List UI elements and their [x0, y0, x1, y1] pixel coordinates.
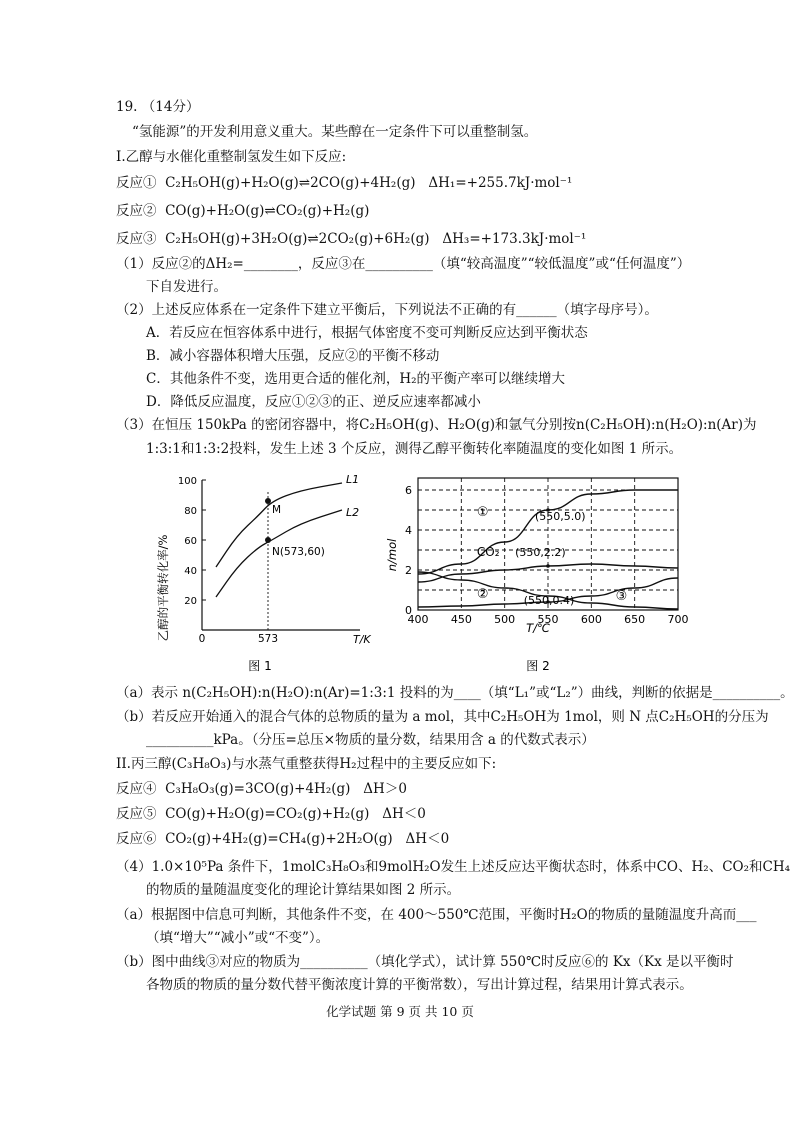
- fig1-point-n: [265, 537, 271, 543]
- fig1-point-label-n: N(573,60): [272, 546, 325, 558]
- fig2-series-label-co2: CO₂: [476, 545, 500, 559]
- reaction-equation: CO₂(g)+4H₂(g)=CH₄(g)+2H₂O(g): [165, 831, 393, 847]
- reaction-equation: CO(g)+H₂O(g)⇌CO₂(g)+H₂(g): [165, 203, 370, 219]
- reaction-6: [116, 830, 449, 848]
- fig1-point-m: [265, 498, 271, 504]
- reaction-enthalpy: ΔH＜0: [405, 831, 450, 847]
- fig1-ytick-60: 60: [184, 536, 197, 547]
- question-score: （14分）: [141, 99, 200, 115]
- part1-heading: I.乙醇与水催化重整制氢发生如下反应:: [116, 149, 347, 165]
- figure-1-chart: [140, 470, 380, 680]
- reaction-label: 反应⑤: [116, 806, 157, 822]
- fig2-ytick-label: 2: [405, 564, 412, 577]
- reaction-enthalpy: ΔH＜0: [382, 806, 426, 822]
- q2-option-c: C．其他条件不变，选用更合适的催化剂，H₂的平衡产率可以继续增大: [146, 371, 566, 387]
- fig2-annotation-point: [546, 564, 550, 568]
- fig2-xtick-label: 700: [667, 613, 689, 626]
- q4b-line1: （b）图中曲线③对应的物质为__________（填化学式），试计算 550℃时反应⑥的 Kx（Kx 是以平衡时: [116, 954, 734, 970]
- question-intro: “氢能源”的开发利用意义重大。某些醇在一定条件下可以重整制氢。: [132, 124, 538, 140]
- reaction-enthalpy: ΔH₃=+173.3kJ·mol⁻¹: [442, 231, 587, 247]
- q3b-line2: __________kPa。（分压=总压×物质的量分数，结果用含 a 的代数式表示）: [146, 732, 595, 748]
- fig1-series-label-L2: L2: [346, 506, 360, 519]
- q4-line1: （4）1.0×10⁵Pa 条件下，1molC₃H₈O₃和9molH₂O发生上述反应达平衡状态时，体系中CO、H₂、CO₂和CH₄: [116, 859, 791, 875]
- reaction-5: [116, 805, 426, 823]
- fig1-ytick-40: 40: [184, 566, 197, 577]
- fig2-xtick-label: 550: [537, 613, 559, 626]
- reaction-equation: C₃H₈O₃(g)=3CO(g)+4H₂(g): [165, 781, 351, 797]
- reaction-equation: C₂H₅OH(g)+H₂O(g)⇌2CO(g)+4H₂(g): [165, 175, 416, 191]
- question-number: 19.: [116, 99, 138, 115]
- fig2-xtick-label: 450: [450, 613, 472, 626]
- fig2-ytick-label: 0: [405, 604, 412, 617]
- q2-option-d: D．降低反应温度，反应①②③的正、逆反应速率都减小: [146, 394, 481, 410]
- reaction-label: 反应④: [116, 781, 157, 797]
- reaction-3: [116, 230, 586, 248]
- fig2-xtick-label: 500: [494, 613, 516, 626]
- fig2-ylabel: n/mol: [385, 538, 399, 572]
- q1-line2: 下自发进行。: [146, 279, 227, 295]
- question-number-line: [116, 98, 199, 116]
- fig2-xtick-label: 600: [580, 613, 602, 626]
- q4a-line2: （填“增大”“减小”或“不变”）。: [146, 930, 330, 946]
- reaction-equation: C₂H₅OH(g)+3H₂O(g)⇌2CO₂(g)+6H₂(g): [165, 231, 430, 247]
- q2-line: （2）上述反应体系在一定条件下建立平衡后，下列说法不正确的有______（填字母序号）。: [116, 302, 658, 318]
- fig2-series-label-1: ①: [476, 505, 489, 520]
- fig2-series-label-3: ③: [615, 589, 628, 604]
- reaction-4: [116, 780, 407, 798]
- q3a-line: （a）表示 n(C₂H₅OH):n(H₂O):n(Ar)=1:3:1 投料的为____（填“L₁”或“L₂”）曲线，判断的依据是__________。: [116, 685, 794, 701]
- reaction-label: 反应③: [116, 231, 157, 247]
- fig2-xlabel: T/℃: [526, 621, 550, 635]
- fig1-point-label-m: M: [272, 504, 282, 516]
- q4a-line1: （a）根据图中信息可判断，其他条件不变，在 400～550℃范围，平衡时H₂O的物质的量随温度升高而___: [116, 907, 757, 923]
- reaction-1: [116, 174, 572, 192]
- fig2-annotation-label: (550,0.4): [523, 594, 575, 607]
- reaction-2: [116, 202, 369, 220]
- reaction-label: 反应⑥: [116, 831, 157, 847]
- reaction-equation: CO(g)+H₂O(g)=CO₂(g)+H₂(g): [165, 806, 370, 822]
- fig1-title: 图 1: [248, 659, 272, 673]
- fig1-xtick-573: 573: [257, 633, 279, 645]
- q3b-line1: （b）若反应开始通入的混合气体的总物质的量为 a mol，其中C₂H₅OH为 1mol，则 N 点C₂H₅OH的分压为: [116, 709, 769, 725]
- q1-line1: （1）反应②的ΔH₂=________，反应③在__________（填“较高温度”“较低温度”或“任何温度”）: [116, 256, 691, 272]
- fig2-series-label-2: ②: [476, 587, 489, 602]
- fig1-xtick-0: 0: [198, 633, 206, 645]
- fig2-annotation-label: (550,5.0): [535, 510, 586, 523]
- part2-heading: II.丙三醇(C₃H₈O₃)与水蒸气重整获得H₂过程中的主要反应如下:: [116, 756, 497, 772]
- page-footer: 化学试题 第 9 页 共 10 页: [326, 1004, 474, 1019]
- fig2-xtick-label: 650: [624, 613, 646, 626]
- fig2-ytick-label: 6: [405, 484, 412, 497]
- q4-line2: 的物质的量随温度变化的理论计算结果如图 2 所示。: [146, 882, 461, 898]
- q2-option-b: B．减小容器体积增大压强，反应②的平衡不移动: [146, 348, 440, 364]
- figure-2-chart: [378, 470, 698, 680]
- reaction-label: 反应①: [116, 175, 157, 191]
- fig2-ytick-label: 4: [405, 524, 412, 537]
- q3-line1: （3）在恒压 150kPa 的密闭容器中，将C₂H₅OH(g)、H₂O(g)和氩气分别按n(C₂H₅OH):n(H₂O):n(Ar)为: [116, 417, 757, 433]
- fig2-xtick-label: 400: [407, 613, 429, 626]
- fig1-ylabel: 乙醇的平衡转化率/%: [156, 534, 170, 642]
- fig1-ytick-100: 100: [177, 476, 197, 487]
- fig2-title: 图 2: [526, 659, 550, 673]
- q4b-line2: 各物质的物质的量分数代替平衡浓度计算的平衡常数），写出计算过程，结果用计算式表示。: [146, 977, 693, 993]
- q3-line2: 1:3:1和1:3:2投料，发生上述 3 个反应，测得乙醇平衡转化率随温度的变化如图 1 所示。: [146, 441, 683, 457]
- fig1-series-label-L1: L1: [346, 473, 360, 486]
- fig1-ytick-80: 80: [184, 506, 197, 517]
- fig1-ytick-20: 20: [184, 596, 197, 607]
- fig1-xlabel: T/K: [353, 633, 371, 646]
- fig2-annotation-label: (550,2.2): [515, 546, 566, 559]
- reaction-label: 反应②: [116, 203, 157, 219]
- reaction-enthalpy: ΔH＞0: [363, 781, 407, 797]
- q2-option-a: A．若反应在恒容体系中进行，根据气体密度不变可判断反应达到平衡状态: [146, 325, 588, 341]
- reaction-enthalpy: ΔH₁=+255.7kJ·mol⁻¹: [428, 175, 573, 191]
